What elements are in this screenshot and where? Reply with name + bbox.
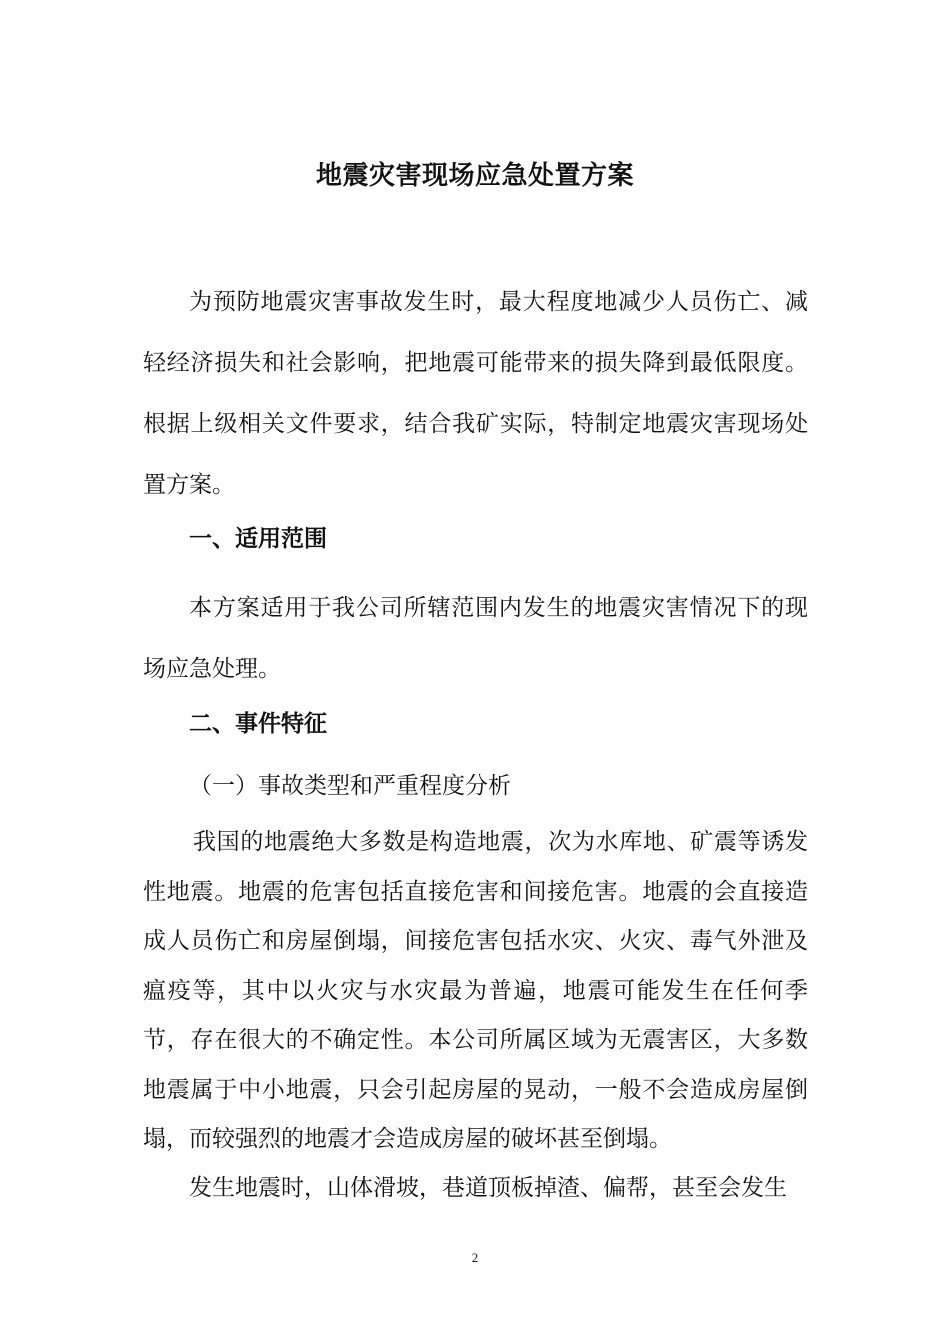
subsection-heading-analysis: （一）事故类型和严重程度分析 [189,773,511,799]
occurrence-paragraph: 发生地震时，山体滑坡，巷道顶板掉渣、偏帮，甚至会发生 [189,1175,787,1201]
document-title: 地震灾害现场应急处置方案 [315,161,634,191]
section-heading-scope: 一、适用范围 [189,526,327,552]
page-number: 2 [471,1250,479,1265]
analysis-paragraph: 我国的地震绝大多数是构造地震，次为水库地、矿震等诱发性地震。地震的危害包括直接危害和间接危害。地震的会直接造成人员伤亡和房屋倒塌，间接危害包括水灾、火灾、毒气外泄及瘟疫等，其中以火灾与水灾最为普遍，地震可能发生在任何季节，存在很大的不确定性。本公司所属区域为无震害区，大多数地震属于中小地震，只会引起房屋的晃动，一般不会造成房屋倒塌，而较强烈的地震才会造成房屋的破坏甚至倒塌。 [143,829,808,1152]
intro-paragraph: 为预防地震灾害事故发生时，最大程度地减少人员伤亡、减轻经济损失和社会影响，把地震可能带来的损失降到最低限度。根据上级相关文件要求，结合我矿实际，特制定地震灾害现场处置方案。 [143,289,808,498]
scope-paragraph: 本方案适用于我公司所辖范围内发生的地震灾害情况下的现场应急处理。 [143,595,808,682]
section-heading-features: 二、事件特征 [189,711,327,737]
